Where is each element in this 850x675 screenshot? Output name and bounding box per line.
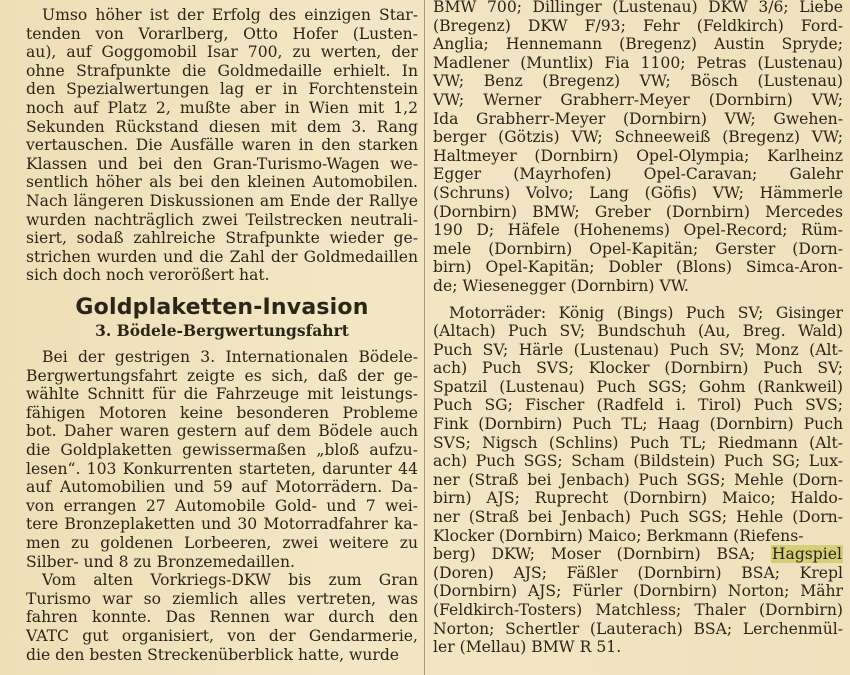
text-line: Egger (Mayrhofen) Opel-Caravan; Galehr <box>433 165 843 184</box>
text-line: ach) Puch SGS; Scham (Bildstein) Puch SG; Lux- <box>433 452 843 471</box>
text-line: Ida Grabherr-Meyer (Dornbirn) VW; Gwehen- <box>433 109 843 128</box>
text-line: (Doren) AJS; Fäßler (Dornbirn) BSA; Krepl <box>433 563 843 582</box>
text-line: Puch SV; Härle (Lustenau) Puch SV; Monz (Alt- <box>433 340 843 359</box>
text-line: Turismo war so ziemlich alles vertreten, was <box>26 589 418 608</box>
text-line: 190 D; Häfele (Hohenems) Opel-Record; Rüm- <box>433 221 843 240</box>
text-line: ner (Straß bei Jenbach) Puch SGS; Mehle (Dorn- <box>433 470 843 489</box>
intro-paragraph <box>26 0 418 285</box>
text-line: noch auf Platz 2, mußte aber in Wien mit 1,2 <box>26 98 418 117</box>
text-line: tere Bronzeplaketten und 30 Motorradfahrer ka- <box>26 515 418 534</box>
text-line: Fink (Dornbirn) Puch TL; Haag (Dornbirn) Puch <box>433 415 843 434</box>
text-line: Klassen und bei den Gran-Turismo-Wagen we- <box>26 154 418 173</box>
text-line: sentlich höher als bei den kleinen Automobilen. <box>26 173 418 192</box>
right-column <box>433 0 843 657</box>
text-line: Spatzil (Lustenau) Puch SGS; Gohm (Rankweil) <box>433 377 843 396</box>
text-line: SVS; Nigsch (Schlins) Puch TL; Riedmann (Alt- <box>433 433 843 452</box>
text-line: von errangen 27 Automobile Gold- und 7 wei- <box>26 496 418 515</box>
text-line: den Spezialwertungen lag er in Forchtenstein <box>26 80 418 99</box>
text-line: ler (Mellau) BMW R 51. <box>433 638 622 657</box>
text-line: vertauschen. Die Ausfälle waren in den starken <box>26 136 418 155</box>
text-line: (Dornbirn) BMW; Greber (Dornbirn) Mercedes <box>433 202 843 221</box>
text-line: VW; Benz (Bregenz) VW; Bösch (Lustenau) <box>433 72 843 91</box>
highlighted-word: Hagspiel <box>771 545 842 564</box>
text-line: Sekunden Rückstand diesen mit dem 3. Rang <box>26 117 418 136</box>
text-line: Silber- und 8 zu Bronzemedaillen. <box>26 552 295 571</box>
text-line: ohne Strafpunkte die Goldmedaille erhielt. In <box>26 61 418 80</box>
text-line: birn) Opel-Kapitän; Dobler (Blons) Simca-Aron- <box>433 258 843 277</box>
text-line: Norton; Schertler (Lauterach) BSA; Lerchenmül- <box>433 619 843 638</box>
text-line: men zu goldenen Lorbeeren, zwei weitere zu <box>26 534 418 553</box>
text-line: mele (Dornbirn) Opel-Kapitän; Gerster (Dorn- <box>433 239 843 258</box>
text-line: VW; Werner Grabherr-Meyer (Dornbirn) VW; <box>433 90 843 109</box>
text-line: fähigen Motoren keine besonderen Probleme <box>26 403 418 422</box>
text-line: BMW 700; Dillinger (Lustenau) DKW 3/6; Liebe <box>433 0 843 16</box>
text-line: bot. Daher waren gestern auf dem Bödele auch <box>26 422 418 441</box>
left-column <box>26 0 418 664</box>
text-line: Vom alten Vorkriegs-DKW bis zum Gran <box>42 571 418 590</box>
text-line: sich doch noch verorößert hat. <box>26 266 270 285</box>
text-line: (Feldkirch-Tosters) Matchless; Thaler (Dornbirn) <box>433 601 843 619</box>
text-line: auf Automobilien und 59 auf Motorrädern. Da- <box>26 478 418 497</box>
text-fragment: berg) DKW; Moser (Dornbirn) BSA; <box>433 545 771 564</box>
text-line: die den besten Streckenüberblick hatte, wurde <box>26 645 400 664</box>
text-line: fahren konnte. Das Rennen war durch den <box>26 608 418 627</box>
text-line: Anglia; Hennemann (Bregenz) Austin Spryde; <box>433 35 843 54</box>
headline: Goldplaketten-Invasion <box>75 294 369 320</box>
text-line: Haltmeyer (Dornbirn) Opel-Olympia; Karlheinz <box>433 146 843 165</box>
text-line: de; Wiesenegger (Dornbirn) VW. <box>433 276 689 295</box>
text-line: Klocker (Dornbirn) Maico; Berkmann (Riefens- <box>433 526 804 545</box>
text-line: ner (Straß bei Jenbach) Puch SGS; Hehle (Dorn- <box>433 508 843 527</box>
article-paragraph-1 <box>26 348 418 571</box>
text-line <box>433 545 843 564</box>
text-line: strichen wurden und die Zahl der Goldmedaillen <box>26 247 418 266</box>
motorcycle-results-tail <box>433 564 843 657</box>
text-line: Madlener (Muntlix) Fia 1100; Petras (Lustenau) <box>433 53 843 72</box>
text-line: Bergwertungsfahrt zeigte es sich, daß der ge- <box>26 366 418 385</box>
text-line: VATC gut organisiert, von der Gendarmerie, <box>26 627 418 645</box>
car-results-list <box>433 0 843 296</box>
text-line: (Altach) Puch SV; Bundschuh (Au, Breg. Wald) <box>433 322 843 341</box>
text-line: Puch SG; Fischer (Radfeld i. Tirol) Puch SVS; <box>433 396 843 415</box>
text-line: berger (Götzis) VW; Schneeweiß (Bregenz) VW; <box>433 128 843 147</box>
text-line: birn) AJS; Ruprecht (Dornbirn) Maico; Haldo- <box>433 489 843 508</box>
text-line: siert, sodaß zahlreiche Strafpunkte wieder ge- <box>26 229 418 248</box>
text-line: wurden nachträglich zwei Teilstrecken neutrali- <box>26 210 418 229</box>
text-line: Motorräder: König (Bings) Puch SV; Gisinger <box>449 303 843 322</box>
text-line: Nach längeren Diskussionen am Ende der Rallye <box>26 191 418 210</box>
text-line: tenden von Vorarlberg, Otto Hofer (Lusten- <box>26 24 418 43</box>
text-line: (Schruns) Volvo; Lang (Göfis) VW; Hämmerle <box>433 183 843 202</box>
text-line: Umso höher ist der Erfolg des einzigen Star- <box>42 6 418 24</box>
text-line: au), auf Goggomobil Isar 700, zu werten, der <box>26 43 418 62</box>
text-line: ach) Puch SVS; Klocker (Dornbirn) Puch SV; <box>433 359 843 378</box>
text-line: Bei der gestrigen 3. Internationalen Bödele- <box>42 348 418 367</box>
article-paragraph-2 <box>26 571 418 664</box>
subheadline: 3. Bödele-Bergwertungsfahrt <box>95 320 349 340</box>
text-line: lesen“. 103 Konkurrenten starteten, darunter 44 <box>26 459 418 478</box>
text-line: (Dornbirn) AJS; Fürler (Dornbirn) Norton; Mähr <box>433 582 843 601</box>
text-line: die Goldplaketten gewissermaßen „bloß aufzu- <box>26 441 418 460</box>
text-line: wählte Schnitt für die Fahrzeuge mit leistungs- <box>26 385 418 404</box>
text-line: (Bregenz) DKW F/93; Fehr (Feldkirch) Ford- <box>433 16 843 35</box>
column-rule <box>424 0 425 675</box>
motorcycle-results-list <box>433 304 843 546</box>
